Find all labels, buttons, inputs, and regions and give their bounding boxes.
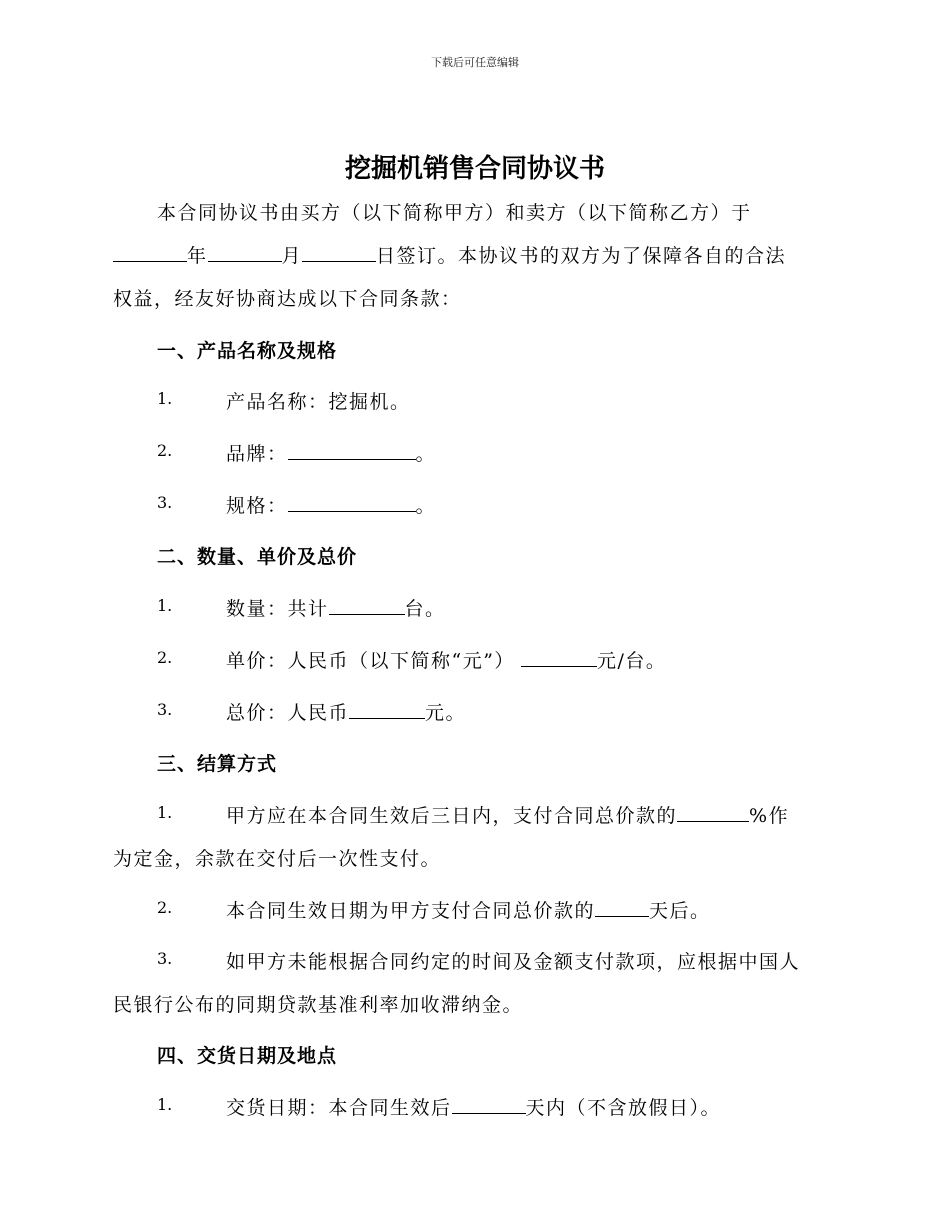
year-blank	[113, 245, 187, 262]
brand-end: 。	[415, 443, 437, 465]
quantity-unit: 台。	[404, 598, 446, 620]
effective-end: 天后。	[649, 900, 711, 922]
effective-days-blank	[595, 900, 649, 917]
s1-item-1-text: 产品名称：挖掘机。	[226, 391, 411, 413]
s3-item-2-num: 2.	[157, 898, 173, 917]
s3-item-3-num: 3.	[157, 949, 173, 968]
intro-line-3: 权益，经友好协商达成以下合同条款：	[113, 288, 462, 310]
s3-item-1-text	[226, 801, 789, 828]
total-price-label: 总价：人民币	[226, 702, 350, 724]
s3-item-2-text	[226, 896, 711, 923]
s2-item-2-num: 2.	[157, 648, 173, 667]
effective-label: 本合同生效日期为甲方支付合同总价款的	[226, 900, 596, 922]
s3-item-1-cont: 为定金，余款在交付后一次性支付。	[113, 848, 442, 870]
deposit-blank	[677, 805, 749, 822]
deposit-label: 甲方应在本合同生效后三日内，支付合同总价款的	[226, 805, 678, 827]
spec-label: 规格：	[226, 495, 288, 517]
year-label: 年	[187, 245, 208, 267]
s3-item-3-cont: 民银行公布的同期贷款基准利率加收滞纳金。	[113, 994, 524, 1016]
unit-price-unit: 元/台。	[596, 650, 667, 672]
s3-item-1-num: 1.	[157, 803, 173, 822]
quantity-blank	[329, 598, 405, 615]
s2-item-3-text	[226, 698, 466, 725]
s1-item-1-num: 1.	[157, 389, 173, 408]
section-3-title: 三、结算方式	[157, 753, 278, 775]
s4-item-1-num: 1.	[157, 1095, 173, 1114]
delivery-days-blank	[452, 1097, 526, 1114]
s2-item-3-num: 3.	[157, 700, 173, 719]
s2-item-1-text	[226, 594, 446, 621]
unit-price-label: 单价：人民币（以下简称“元”）	[226, 650, 515, 672]
unit-price-blank	[521, 650, 597, 667]
brand-blank	[288, 443, 416, 460]
document-title: 挖掘机销售合同协议书	[344, 154, 605, 184]
delivery-label: 交货日期：本合同生效后	[226, 1097, 452, 1119]
total-price-blank	[349, 702, 425, 719]
spec-blank	[288, 495, 416, 512]
s3-item-3-text: 如甲方未能根据合同约定的时间及金额支付款项，应根据中国人	[226, 951, 801, 973]
page-header: 下载后可任意编辑	[431, 56, 519, 69]
s1-item-2-text	[226, 439, 436, 466]
s4-item-1-text	[226, 1093, 721, 1120]
s2-item-1-num: 1.	[157, 596, 173, 615]
s1-item-2-num: 2.	[157, 441, 173, 460]
intro-line-2	[113, 241, 786, 268]
s1-item-3-text	[226, 491, 436, 518]
spec-end: 。	[415, 495, 437, 517]
deposit-percent: %作	[749, 805, 790, 827]
quantity-label: 数量：共计	[226, 598, 329, 620]
section-2-title: 二、数量、单价及总价	[157, 546, 358, 568]
section-1-title: 一、产品名称及规格	[157, 340, 338, 362]
month-label: 月	[281, 245, 303, 267]
intro-line-1: 本合同协议书由买方（以下简称甲方）和卖方（以下简称乙方）于	[157, 202, 752, 224]
s2-item-2-text	[226, 646, 666, 673]
delivery-end: 天内（不含放假日）。	[525, 1097, 722, 1119]
month-blank	[208, 245, 282, 262]
section-4-title: 四、交货日期及地点	[157, 1045, 338, 1067]
day-blank	[302, 245, 376, 262]
s1-item-3-num: 3.	[157, 493, 173, 512]
day-label: 日签订。本协议书的双方为了保障各自的合法	[376, 245, 787, 267]
total-price-unit: 元。	[425, 702, 467, 724]
brand-label: 品牌：	[226, 443, 288, 465]
